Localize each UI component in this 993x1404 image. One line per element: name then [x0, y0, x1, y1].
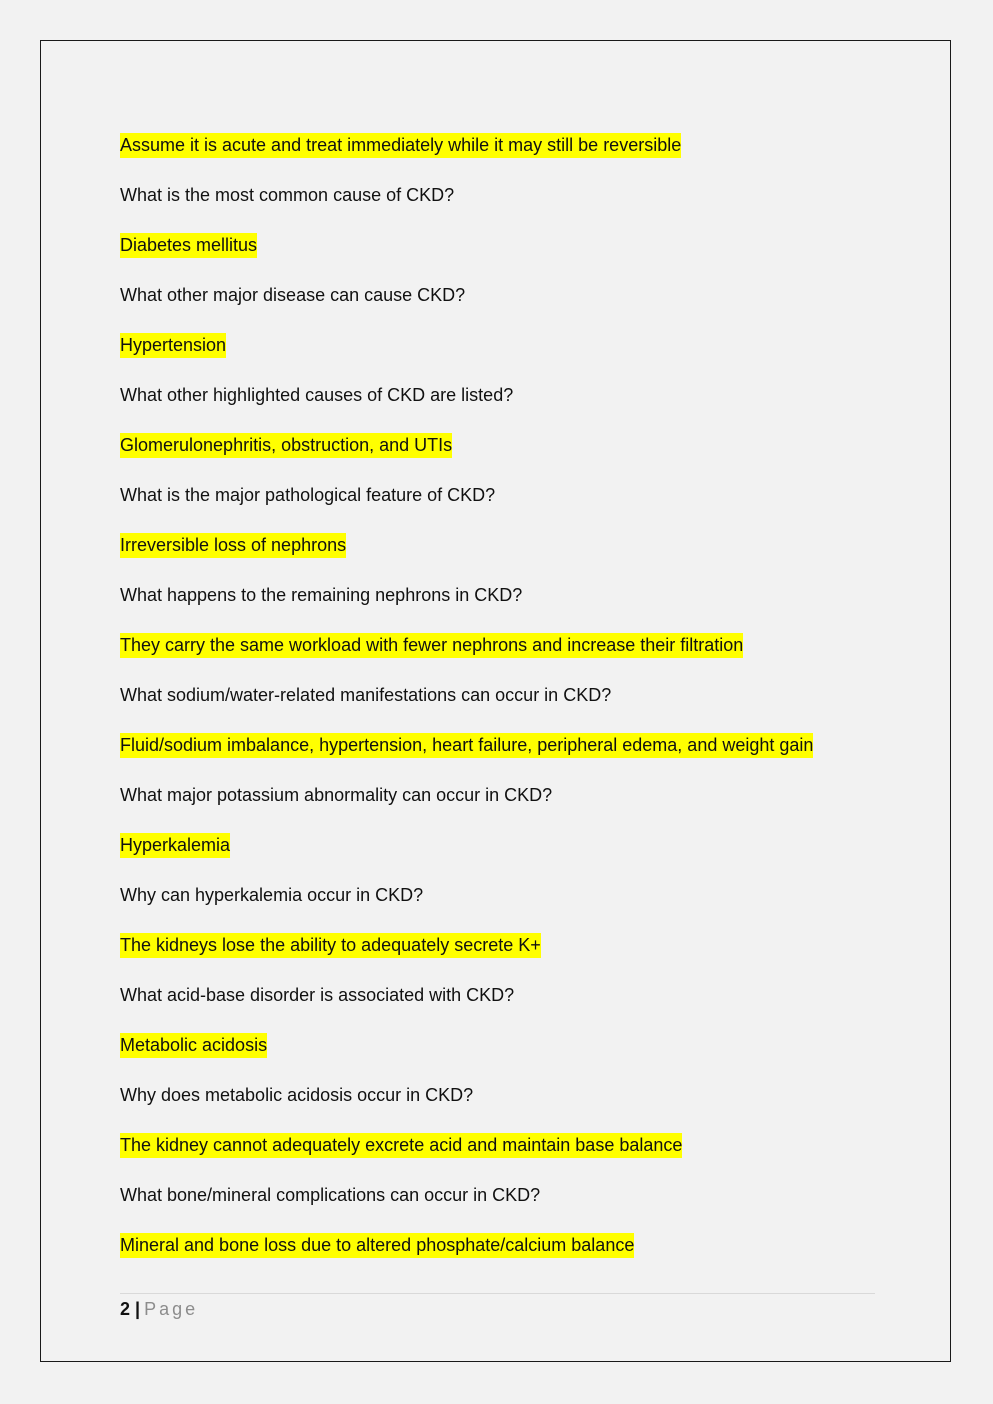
question-line — [120, 1070, 880, 1120]
question-line — [120, 670, 880, 720]
question-text: What is the major pathological feature of CKD? — [120, 484, 496, 505]
question-line — [120, 270, 880, 320]
answer-text: Diabetes mellitus — [120, 233, 257, 258]
answer-line — [120, 120, 880, 170]
answer-text: Metabolic acidosis — [120, 1033, 267, 1058]
answer-text: Assume it is acute and treat immediately while it may still be reversible — [120, 133, 681, 158]
question-text: Why can hyperkalemia occur in CKD? — [120, 884, 424, 905]
question-text: What sodium/water-related manifestations can occur in CKD? — [120, 684, 612, 705]
answer-line — [120, 920, 880, 970]
question-line — [120, 970, 880, 1020]
document-page — [40, 40, 951, 1362]
page-footer — [120, 1297, 198, 1321]
answer-text: Fluid/sodium imbalance, hypertension, heart failure, peripheral edema, and weight gain — [120, 733, 813, 758]
question-line — [120, 370, 880, 420]
answer-text: Hypertension — [120, 333, 226, 358]
footer-divider — [120, 1293, 875, 1294]
question-text: What bone/mineral complications can occur in CKD? — [120, 1184, 541, 1205]
question-text: What acid-base disorder is associated with CKD? — [120, 984, 515, 1005]
answer-line — [120, 1120, 880, 1170]
answer-line — [120, 720, 880, 770]
question-text: What major potassium abnormality can occur in CKD? — [120, 784, 553, 805]
answer-text: Mineral and bone loss due to altered phosphate/calcium balance — [120, 1233, 634, 1258]
question-line — [120, 570, 880, 620]
answer-line — [120, 320, 880, 370]
answer-text: Hyperkalemia — [120, 833, 230, 858]
answer-line — [120, 1220, 880, 1270]
question-text: What is the most common cause of CKD? — [120, 184, 455, 205]
answer-text: Irreversible loss of nephrons — [120, 533, 346, 558]
question-line — [120, 870, 880, 920]
answer-line — [120, 520, 880, 570]
answer-line — [120, 620, 880, 670]
answer-line — [120, 220, 880, 270]
page-number: 2 — [120, 1299, 131, 1319]
answer-text: Glomerulonephritis, obstruction, and UTIs — [120, 433, 452, 458]
answer-line — [120, 820, 880, 870]
qa-list — [120, 120, 880, 1270]
answer-text: The kidney cannot adequately excrete acid and maintain base balance — [120, 1133, 682, 1158]
question-text: Why does metabolic acidosis occur in CKD? — [120, 1084, 474, 1105]
question-line — [120, 470, 880, 520]
question-line — [120, 170, 880, 220]
question-line — [120, 770, 880, 820]
answer-text: They carry the same workload with fewer nephrons and increase their filtration — [120, 633, 743, 658]
answer-text: The kidneys lose the ability to adequately secrete K+ — [120, 933, 541, 958]
question-text: What other major disease can cause CKD? — [120, 284, 466, 305]
answer-line — [120, 1020, 880, 1070]
page-label: Page — [144, 1299, 199, 1319]
question-line — [120, 1170, 880, 1220]
question-text: What other highlighted causes of CKD are listed? — [120, 384, 514, 405]
footer-separator: | — [135, 1299, 141, 1319]
question-text: What happens to the remaining nephrons in CKD? — [120, 584, 523, 605]
answer-line — [120, 420, 880, 470]
